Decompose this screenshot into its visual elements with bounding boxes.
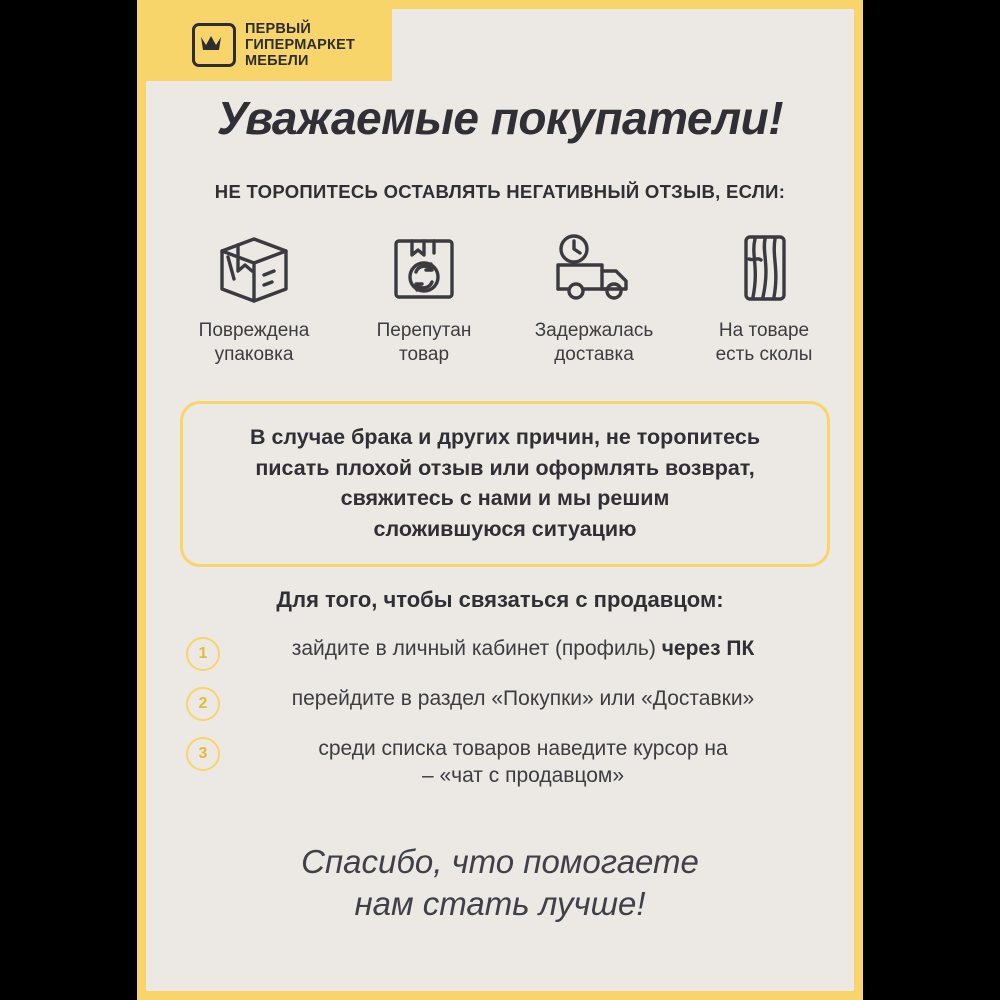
step-text bbox=[220, 685, 826, 712]
list-item bbox=[186, 735, 826, 790]
reason-delayed-delivery bbox=[512, 223, 676, 367]
callout-box bbox=[180, 401, 830, 567]
logo-line-3: МЕБЕЛИ bbox=[245, 53, 309, 70]
callout-line-1: В случае брака и других причин, не торопитесь bbox=[249, 425, 761, 449]
step-number: 2 bbox=[186, 687, 220, 721]
step-number: 1 bbox=[186, 637, 220, 671]
reason-damaged-package bbox=[172, 223, 336, 367]
reason-caption: На товаре есть сколы bbox=[715, 320, 813, 365]
subtitle: НЕ ТОРОПИТЕСЬ ОСТАВЛЯТЬ НЕГАТИВНЫЙ ОТЗЫВ, ЕСЛИ: bbox=[214, 181, 786, 202]
wrong-item-icon bbox=[342, 223, 506, 313]
reason-caption: Повреждена упаковка bbox=[198, 320, 310, 365]
steps-title: Для того, чтобы связаться с продавцом: bbox=[276, 587, 724, 612]
step-text bbox=[220, 635, 826, 662]
wood-chip-icon bbox=[682, 223, 846, 313]
crown-in-square-icon bbox=[192, 23, 236, 67]
thanks-message bbox=[146, 841, 854, 925]
reasons-row bbox=[172, 223, 846, 367]
poster bbox=[137, 0, 863, 1000]
step-number: 3 bbox=[186, 737, 220, 771]
step-text-second-line: – «чат с продавцом» bbox=[421, 764, 625, 788]
thanks-line-1: Спасибо, что помогаете bbox=[301, 843, 699, 880]
page-title: Уважаемые покупатели! bbox=[216, 92, 784, 144]
step-text-normal: зайдите в личный кабинет (профиль) bbox=[291, 637, 662, 660]
brand-logo bbox=[146, 9, 392, 81]
callout-line-3: свяжитесь с нами и мы решим bbox=[340, 486, 670, 511]
step-text bbox=[220, 735, 826, 790]
damaged-box-icon bbox=[172, 223, 336, 313]
callout-line-4: сложившуюся ситуацию bbox=[373, 516, 637, 541]
reason-caption: Задержалась доставка bbox=[534, 320, 654, 365]
logo-line-2: ГИПЕРМАРКЕТ bbox=[245, 36, 356, 53]
step-text-normal: перейдите в раздел «Покупки» или «Доставки» bbox=[291, 687, 755, 710]
reason-chipped-product bbox=[682, 223, 846, 367]
step-text-normal: среди списка товаров наведите курсор на bbox=[318, 737, 728, 760]
reason-wrong-item bbox=[342, 223, 506, 367]
delivery-truck-icon bbox=[512, 223, 676, 313]
brand-logo-text bbox=[245, 21, 355, 70]
reason-caption: Перепутан товар bbox=[376, 320, 472, 365]
steps-list bbox=[186, 635, 826, 804]
list-item bbox=[186, 685, 826, 721]
list-item bbox=[186, 635, 826, 671]
logo-line-1: ПЕРВЫЙ bbox=[245, 20, 312, 37]
thanks-line-2: нам стать лучше! bbox=[354, 885, 646, 923]
step-text-bold: через ПК bbox=[661, 637, 755, 660]
callout-line-2: писать плохой отзыв или оформлять возврат, bbox=[255, 455, 755, 480]
